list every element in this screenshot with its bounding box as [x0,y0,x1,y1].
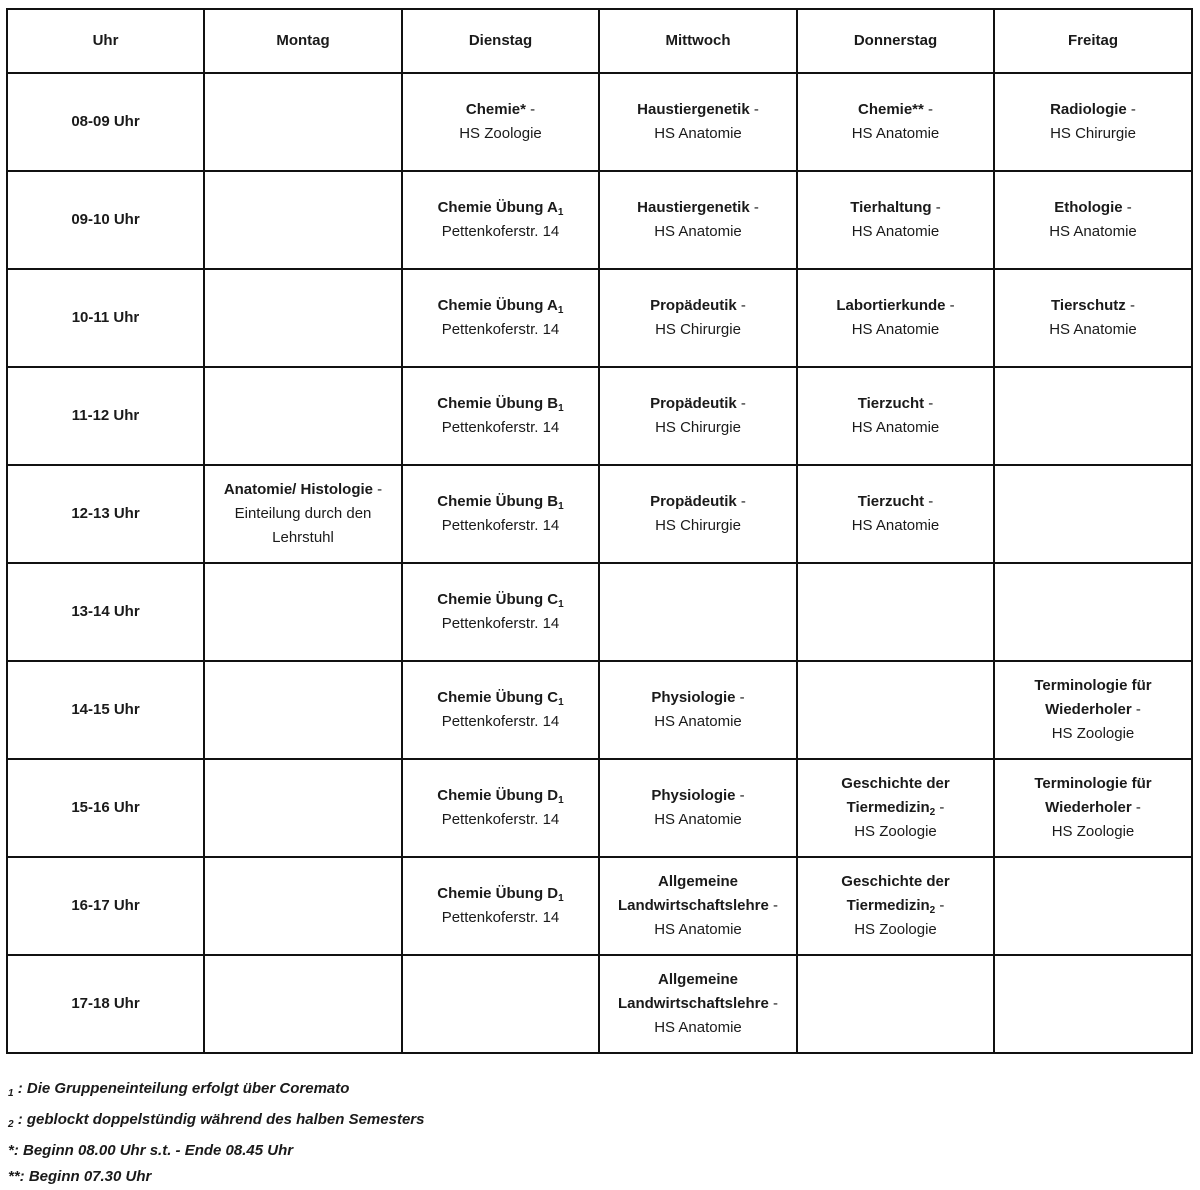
cell-tuesday [402,367,599,465]
time-slot: 13-14 Uhr [7,563,204,661]
time-slot: 15-16 Uhr [7,759,204,857]
cell-monday [204,857,402,955]
time-slot: 10-11 Uhr [7,269,204,367]
course-title: Chemie* [465,101,526,118]
table-row [7,857,1192,955]
cell-tuesday [402,269,599,367]
course-separator: - [735,787,745,804]
course-heading [858,395,934,412]
cell-friday [994,955,1192,1053]
course-heading [651,787,744,804]
course-location: Pettenkoferstr. 14 [441,517,560,534]
course-separator: - [935,897,945,914]
table-row [7,955,1192,1053]
cell-tuesday [402,857,599,955]
course-title: Geschichte der Tiermedizin [841,873,950,914]
course-location: HS Zoologie [1051,823,1135,840]
course-separator: - [1131,701,1141,718]
course-title: Allgemeine Landwirtschaftslehre [617,971,769,1012]
course-location: HS Anatomie [654,1019,742,1036]
course-heading [437,591,563,608]
cell-wednesday [599,955,797,1053]
header-monday: Montag [204,9,402,73]
cell-thursday [797,367,994,465]
cell-monday [204,367,402,465]
time-slot: 17-18 Uhr [7,955,204,1053]
course-separator: - [768,897,779,914]
cell-tuesday [402,759,599,857]
cell-tuesday [402,661,599,759]
course-title: Tierschutz [1051,297,1126,314]
course-heading [841,873,949,914]
cell-wednesday [599,171,797,269]
header-wednesday: Mittwoch [599,9,797,73]
time-slot: 14-15 Uhr [7,661,204,759]
footnote-text: **: Beginn 07.30 Uhr [8,1168,152,1185]
course-title: Anatomie/ Histologie [223,481,373,498]
table-row [7,367,1192,465]
cell-wednesday [599,857,797,955]
course-location: HS Anatomie [1049,223,1137,240]
course-title: Chemie Übung A [437,297,558,314]
footnote-ref: 1 [558,403,564,414]
timetable [6,8,1193,1054]
course-separator: - [945,297,955,314]
cell-monday [204,661,402,759]
table-row [7,759,1192,857]
course-heading [1054,199,1132,216]
cell-wednesday [599,759,797,857]
course-location: HS Chirurgie [655,321,741,338]
course-heading [650,493,746,510]
cell-friday [994,759,1192,857]
cell-monday [204,563,402,661]
course-location: HS Chirurgie [1050,125,1136,142]
course-heading [637,101,759,118]
cell-tuesday [402,955,599,1053]
footnote-mark: 2 [8,1119,14,1130]
cell-wednesday [599,661,797,759]
table-row [7,563,1192,661]
cell-friday [994,465,1192,563]
course-location: Pettenkoferstr. 14 [441,419,560,436]
timetable-header [7,9,1192,73]
footnote-ref: 1 [558,697,564,708]
course-separator: - [768,995,779,1012]
course-separator: - [935,799,945,816]
footnote-mark: 1 [8,1088,14,1099]
course-separator: - [924,493,934,510]
course-separator: - [1131,799,1141,816]
course-title: Terminologie für Wiederholer [1034,677,1152,718]
footnote [8,1138,424,1164]
course-title: Chemie Übung A [437,199,558,216]
cell-friday [994,73,1192,171]
course-location: HS Zoologie [1051,725,1135,742]
header-time: Uhr [7,9,204,73]
cell-wednesday [599,73,797,171]
course-location: HS Anatomie [654,125,742,142]
course-separator: - [735,689,745,706]
table-row [7,73,1192,171]
cell-friday [994,857,1192,955]
course-title: Haustiergenetik [637,101,750,118]
course-title: Tierzucht [857,395,925,412]
course-heading [1034,775,1151,816]
course-heading [224,481,382,498]
footnotes [8,1076,424,1190]
footnote [8,1076,424,1107]
course-separator: - [1126,101,1136,118]
course-location: Pettenkoferstr. 14 [441,223,560,240]
course-heading [437,493,563,510]
course-heading [438,297,564,314]
course-separator: - [736,297,746,314]
course-location: Einteilung durch den Lehrstuhl [234,505,372,546]
time-slot: 12-13 Uhr [7,465,204,563]
course-title: Chemie Übung C [437,689,559,706]
course-separator: - [924,395,934,412]
course-separator: - [373,481,383,498]
header-tuesday: Dienstag [402,9,599,73]
time-slot: 08-09 Uhr [7,73,204,171]
cell-tuesday [402,73,599,171]
course-separator: - [1122,199,1132,216]
course-heading [850,199,941,216]
course-heading [841,775,949,816]
cell-wednesday [599,269,797,367]
time-slot: 11-12 Uhr [7,367,204,465]
cell-thursday [797,465,994,563]
footnote-ref: 1 [557,305,564,316]
course-location: Pettenkoferstr. 14 [441,615,560,632]
course-title: Chemie** [857,101,924,118]
course-location: Pettenkoferstr. 14 [441,811,560,828]
cell-friday [994,661,1192,759]
header-thursday: Donnerstag [797,9,994,73]
course-separator: - [931,199,941,216]
footnote-text: : geblockt doppelstündig während des halben Semesters [13,1111,425,1128]
course-title: Tierhaltung [850,199,932,216]
course-heading [618,971,778,1012]
cell-friday [994,367,1192,465]
course-location: HS Zoologie [854,921,937,938]
course-heading [1051,297,1135,314]
table-row [7,465,1192,563]
timetable-body [7,73,1192,1053]
course-heading [637,199,759,216]
course-heading [836,297,954,314]
course-separator: - [749,199,759,216]
course-location: HS Chirurgie [655,517,741,534]
course-title: Labortierkunde [836,297,946,314]
course-heading [437,689,563,706]
table-row [7,171,1192,269]
course-location: HS Anatomie [654,811,742,828]
course-title: Propädeutik [650,395,737,412]
course-heading [650,297,746,314]
course-location: HS Zoologie [854,823,937,840]
cell-monday [204,171,402,269]
time-slot: 16-17 Uhr [7,857,204,955]
course-title: Physiologie [651,787,736,804]
course-title: Chemie Übung B [437,493,559,510]
course-title: Terminologie für Wiederholer [1034,775,1152,816]
course-title: Chemie Übung B [437,395,559,412]
footnote [8,1164,424,1190]
course-heading [858,493,934,510]
footnote-text: *: Beginn 08.00 Uhr s.t. - Ende 08.45 Uhr [8,1142,294,1159]
cell-friday [994,171,1192,269]
time-slot: 09-10 Uhr [7,171,204,269]
cell-friday [994,563,1192,661]
course-separator: - [736,493,746,510]
course-location: HS Anatomie [1049,321,1137,338]
header-friday: Freitag [994,9,1192,73]
cell-thursday [797,955,994,1053]
course-location: HS Anatomie [851,517,940,534]
course-title: Chemie Übung D [437,787,559,804]
cell-monday [204,269,402,367]
cell-tuesday [402,171,599,269]
course-location: HS Anatomie [851,223,940,240]
footnote [8,1107,424,1138]
course-heading [1034,677,1151,718]
cell-wednesday [599,563,797,661]
course-title: Haustiergenetik [637,199,750,216]
course-heading [1050,101,1136,118]
cell-tuesday [402,465,599,563]
footnote-ref: 1 [557,207,564,218]
footnote-text: : Die Gruppeneinteilung erfolgt über Coremato [13,1080,350,1097]
course-location: HS Anatomie [851,125,940,142]
footnote-ref: 1 [558,501,564,512]
cell-thursday [797,171,994,269]
cell-thursday [797,269,994,367]
course-title: Chemie Übung C [437,591,559,608]
footnote-ref: 1 [558,795,564,806]
header-row [7,9,1192,73]
course-separator: - [749,101,759,118]
course-title: Ethologie [1054,199,1123,216]
footnote-ref: 1 [558,893,564,904]
cell-thursday [797,759,994,857]
cell-monday [204,955,402,1053]
course-heading [618,873,778,914]
course-title: Radiologie [1050,101,1127,118]
course-heading [437,395,563,412]
course-heading [437,787,563,804]
cell-friday [994,269,1192,367]
course-heading [651,689,744,706]
course-separator: - [923,101,934,118]
course-location: Pettenkoferstr. 14 [441,321,560,338]
course-heading [437,885,563,902]
course-title: Propädeutik [650,493,737,510]
course-location: HS Anatomie [851,419,940,436]
cell-thursday [797,857,994,955]
course-title: Propädeutik [650,297,737,314]
cell-monday [204,465,402,563]
course-location: HS Anatomie [654,223,742,240]
course-heading [466,101,535,118]
footnote-ref: 1 [558,599,564,610]
course-title: Tierzucht [857,493,925,510]
course-location: HS Anatomie [654,921,742,938]
footnote-ref: 2 [929,905,936,916]
cell-wednesday [599,367,797,465]
course-title: Chemie Übung D [437,885,559,902]
cell-monday [204,759,402,857]
course-location: HS Anatomie [851,321,940,338]
course-separator: - [1125,297,1135,314]
course-title: Geschichte der Tiermedizin [841,775,950,816]
cell-thursday [797,661,994,759]
cell-monday [204,73,402,171]
cell-tuesday [402,563,599,661]
footnote-ref: 2 [929,807,936,818]
table-row [7,661,1192,759]
course-heading [650,395,746,412]
cell-thursday [797,73,994,171]
course-location: HS Zoologie [459,125,542,142]
course-location: Pettenkoferstr. 14 [441,713,560,730]
course-title: Allgemeine Landwirtschaftslehre [617,873,769,914]
course-heading [438,199,564,216]
course-location: HS Chirurgie [655,419,741,436]
table-row [7,269,1192,367]
course-separator: - [736,395,746,412]
course-separator: - [525,101,536,118]
course-heading [858,101,933,118]
cell-wednesday [599,465,797,563]
course-title: Physiologie [651,689,736,706]
course-location: HS Anatomie [654,713,742,730]
course-location: Pettenkoferstr. 14 [441,909,560,926]
cell-thursday [797,563,994,661]
